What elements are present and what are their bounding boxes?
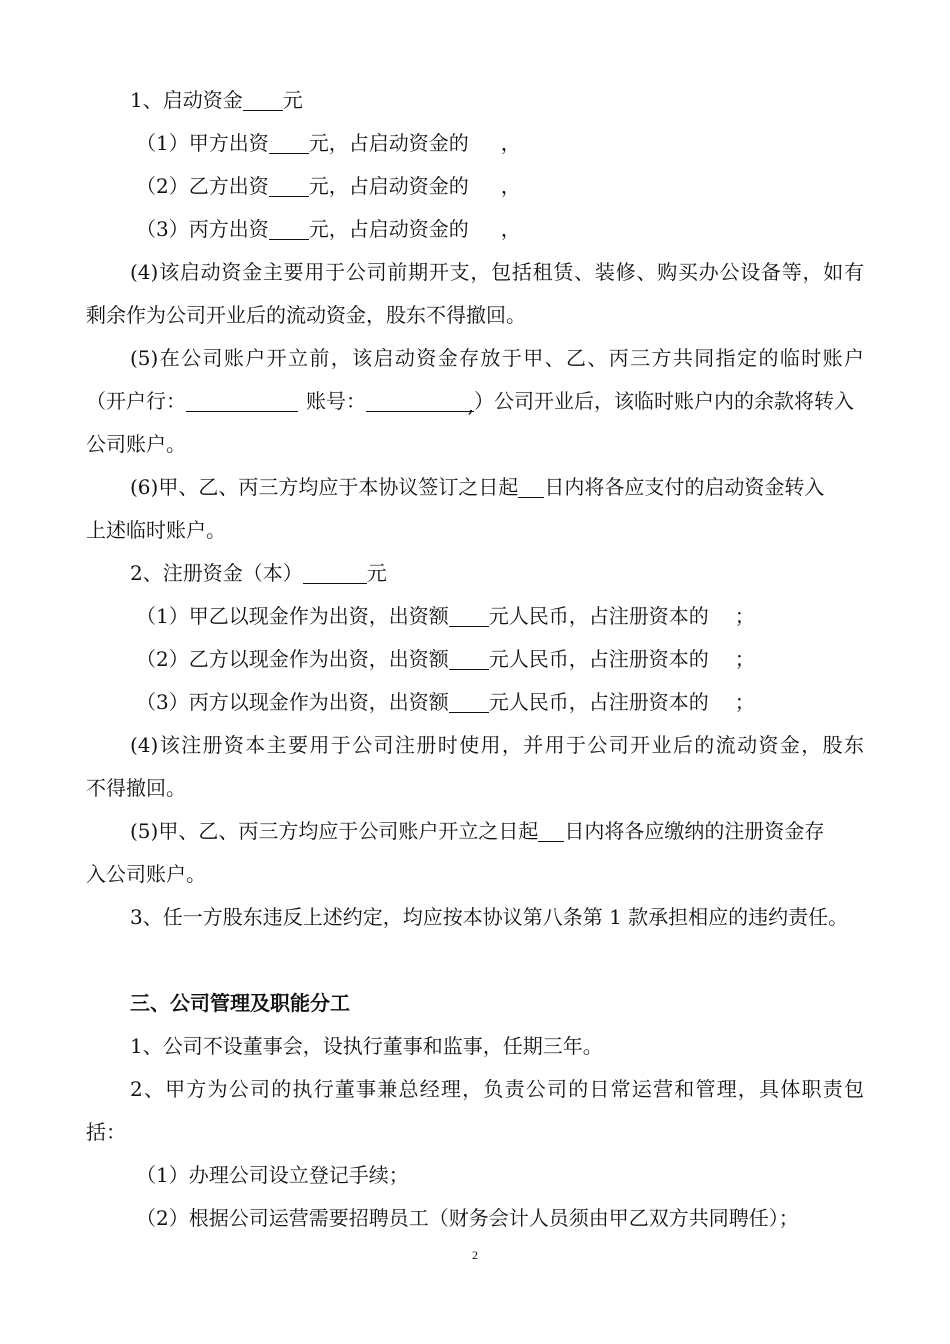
para-transfer-deadline-line2: 上述临时账户。: [86, 518, 226, 542]
para-reg-party-c: （3）丙方以现金作为出资，出资额 元人民币，占注册资本的 ；: [136, 690, 755, 714]
para-duty-registration: （1）办理公司设立登记手续；: [136, 1163, 409, 1187]
para-startup-capital: 1、启动资金 元: [130, 88, 303, 112]
blank-field: [243, 90, 283, 111]
blank-field: [449, 606, 489, 627]
para-executive-director-line1: 2、甲方为公司的执行董事兼总经理，负责公司的日常运营和管理，具体职责包: [130, 1077, 864, 1101]
para-transfer-deadline-line1: (6)甲、乙、丙三方均应于本协议签订之日起 日内将各应支付的启动资金转入: [130, 475, 825, 499]
para-executive-director-line2: 括：: [86, 1120, 126, 1144]
para-reg-usage-line2: 不得撤回。: [86, 776, 186, 800]
blank-field: [449, 649, 489, 670]
para-temp-account-line3: 公司账户。: [86, 432, 186, 456]
account-blank-field: ,: [366, 391, 474, 412]
blank-field: [518, 477, 544, 498]
para-party-b-contribution: （2）乙方出资 元，占启动资金的 ，: [136, 174, 521, 198]
para-reg-usage-line1: (4)该注册资本主要用于公司注册时使用，并用于公司开业后的流动资金，股东: [130, 733, 864, 757]
para-reg-deadline-line2: 入公司账户。: [86, 862, 206, 886]
para-reg-party-a: （1）甲乙以现金作为出资，出资额 元人民币，占注册资本的 ；: [136, 604, 755, 628]
para-breach-liability: 3、任一方股东违反上述约定，均应按本协议第八条第 1 款承担相应的违约责任。: [130, 905, 849, 929]
blank-field: [449, 692, 489, 713]
para-registered-capital: 2、注册资金（本） 元: [130, 561, 387, 585]
para-duty-recruitment: （2）根据公司运营需要招聘员工（财务会计人员须由甲乙双方共同聘任）；: [136, 1206, 799, 1230]
para-temp-account-line2: （开户行： 账号： , ）公司开业后，该临时账户内的余款将转入: [86, 389, 854, 417]
blank-field: [269, 219, 309, 240]
para-no-board: 1、公司不设董事会，设执行董事和监事，任期三年。: [130, 1034, 603, 1058]
section-heading-management: 三、公司管理及职能分工: [130, 991, 350, 1015]
bank-blank-field: [186, 391, 298, 412]
blank-field: [303, 563, 367, 584]
para-reg-deadline-line1: (5)甲、乙、丙三方均应于公司账户开立之日起 日内将各应缴纳的注册资金存: [130, 819, 825, 843]
para-party-a-contribution: （1）甲方出资 元，占启动资金的 ，: [136, 131, 521, 155]
para-party-c-contribution: （3）丙方出资 元，占启动资金的 ，: [136, 217, 521, 241]
para-temp-account-line1: (5)在公司账户开立前，该启动资金存放于甲、乙、丙三方共同指定的临时账户: [130, 346, 864, 370]
blank-field: [538, 821, 564, 842]
para-startup-usage-line1: (4)该启动资金主要用于公司前期开支，包括租赁、装修、购买办公设备等，如有: [130, 260, 864, 284]
para-startup-usage-line2: 剩余作为公司开业后的流动资金，股东不得撤回。: [86, 303, 526, 327]
para-reg-party-b: （2）乙方以现金作为出资，出资额 元人民币，占注册资本的 ；: [136, 647, 755, 671]
blank-field: [269, 176, 309, 197]
page-number: 2: [472, 1248, 478, 1262]
blank-field: [269, 133, 309, 154]
